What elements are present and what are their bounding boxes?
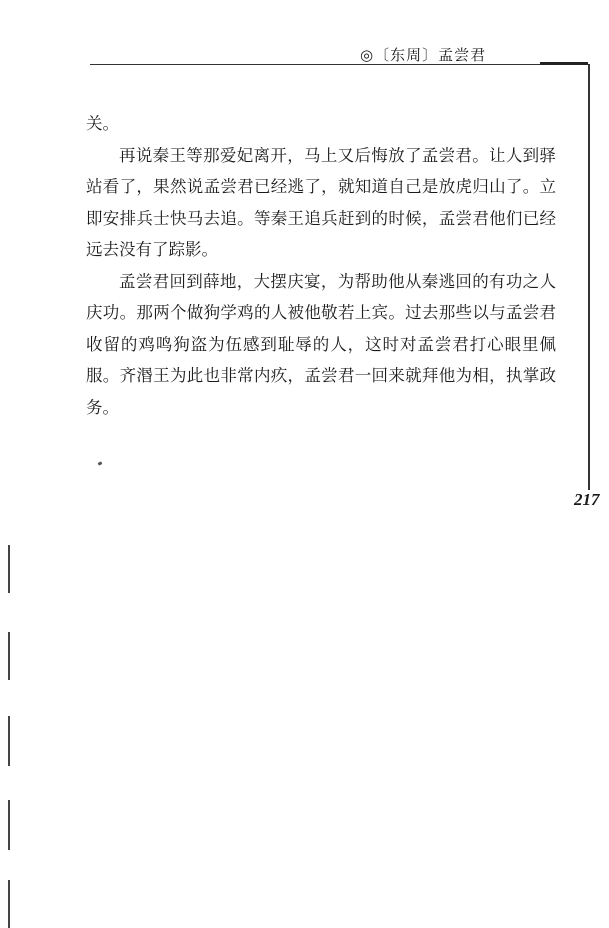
paragraph-continuation: 关。 [86,114,119,133]
margin-mark [8,632,10,680]
paragraph: 孟尝君回到薛地，大摆庆宴，为帮助他从秦逃回的有功之人庆功。那两个做狗学鸡的人被他敬若上宾。过去那些以与孟尝君收留的鸡鸣狗盗为伍感到耻辱的人，这时对孟尝君打心眼里佩服。齐湣王为此也非常内疚，孟尝君一回来就拜他为相，执掌政务。 [86,271,556,417]
paragraph: 再说秦王等那爱妃离开，马上又后悔放了孟尝君。让人到驿站看了，果然说孟尝君已经逃了，就知道自己是放虎归山了。立即安排兵士快马去追。等秦王追兵赶到的时候，孟尝君他们已经远去没有了踪影。 [86,145,556,259]
margin-mark [8,800,10,850]
print-speck [98,461,103,465]
header-rule [90,64,590,65]
header-rule-accent [540,62,588,65]
page-number: 217 [574,490,600,509]
page-edge-rule [588,64,590,490]
running-header: ◎〔东周〕孟尝君 [360,46,487,64]
margin-mark [8,716,10,766]
body-text [86,108,556,423]
margin-mark [8,880,10,928]
margin-mark [8,545,10,593]
